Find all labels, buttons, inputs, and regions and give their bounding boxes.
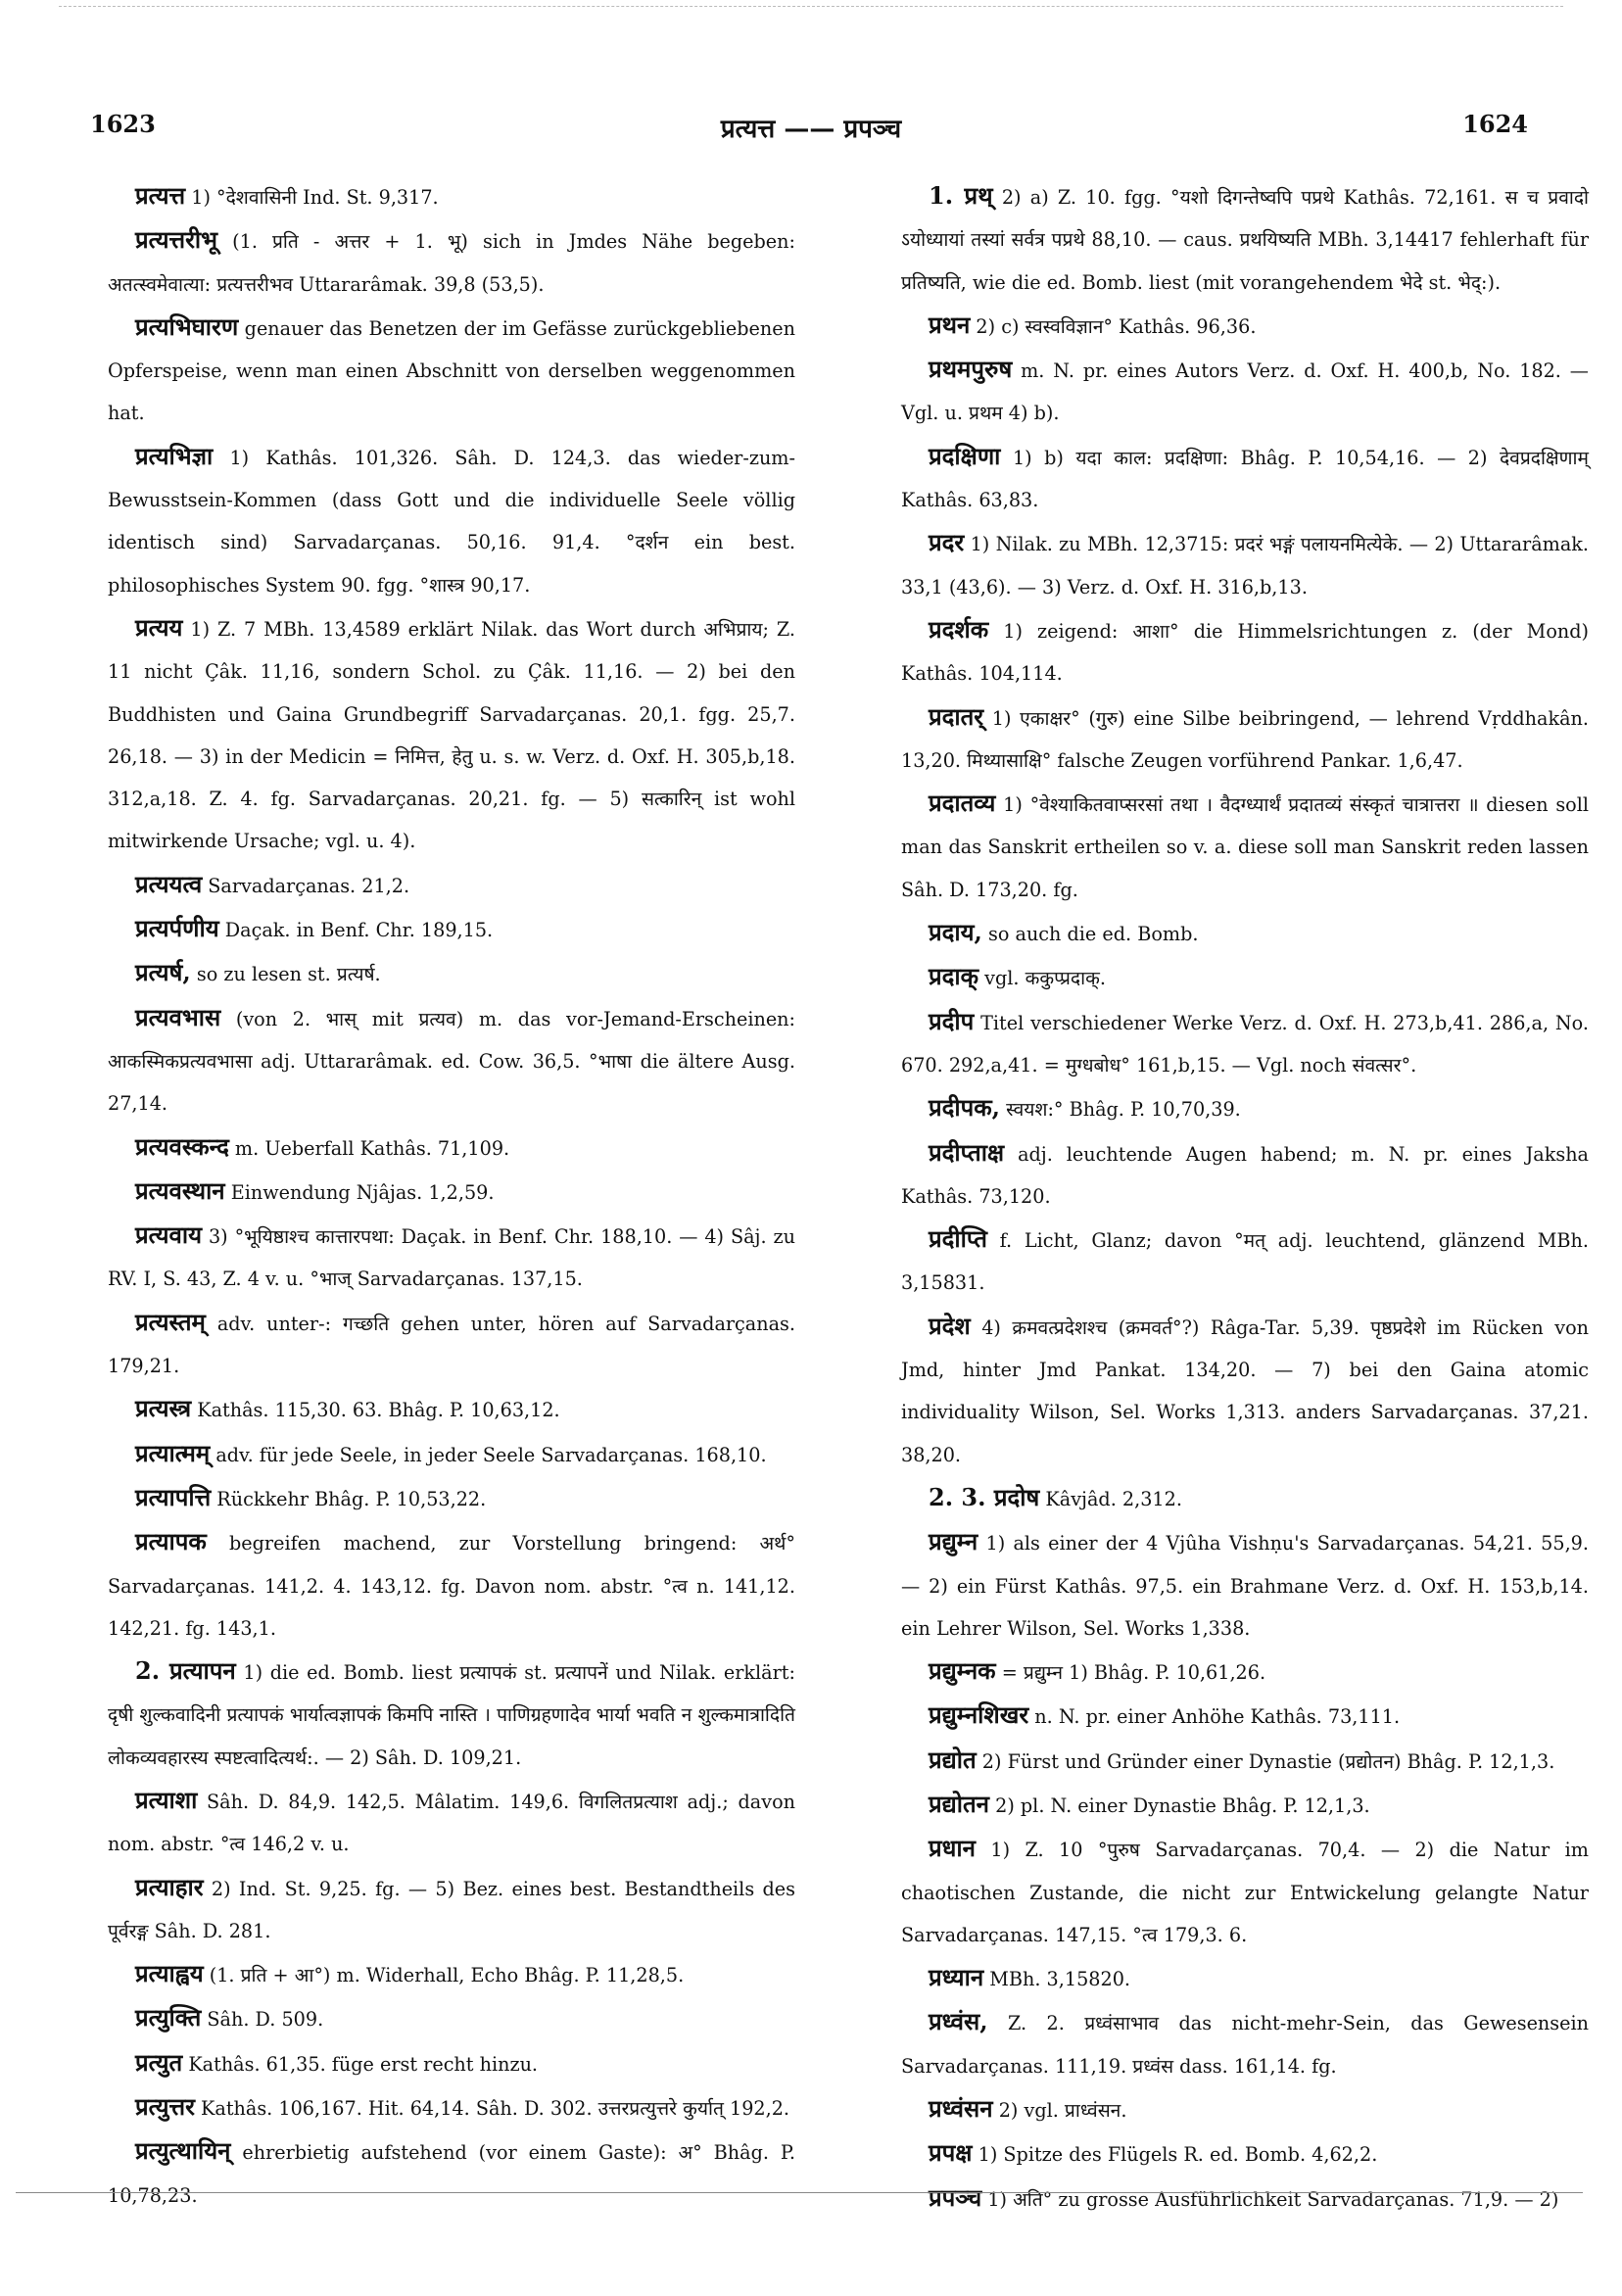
entry-text: Einwendung Njâjas. 1,2,59. <box>230 1180 495 1204</box>
dictionary-entry <box>108 218 795 306</box>
dictionary-entry <box>108 863 795 907</box>
entry-text: adj. leuchtende Augen habend; m. N. pr. eines Jaksha Kathâs. 73,120. <box>901 1142 1589 1208</box>
entry-headword: प्रध्वंसन <box>929 2094 993 2124</box>
entry-headword: प्रपञ्च <box>929 2182 982 2212</box>
dictionary-entry <box>108 1432 795 1476</box>
entry-text: 1) Z. 10 °पुरुष Sarvadarçanas. 70,4. — 2) die Natur im chaotischen Zustande, die nicht zur Entwickelung gelangte Natur Sarvadarçanas. 147,15. °त्व 179,3. 6. <box>901 1839 1589 1946</box>
entry-headword: प्रद्युम्नक <box>929 1656 996 1686</box>
entry-headword: 2. 3. प्रदोष <box>929 1482 1040 1511</box>
dictionary-entry <box>108 1125 795 1170</box>
entry-text: (1. प्रति - अत्तर + 1. भू) sich in Jmdes Nähe begeben: अतत्स्वमेवात्या: प्रत्यत्तरीभव Uttararâmak. 39,8 (53,5). <box>108 230 795 296</box>
entry-headword: प्रद्योतन <box>929 1789 989 1818</box>
dictionary-entry <box>108 1476 795 1520</box>
entry-text: f. Licht, Glanz; davon °मत् adj. leuchtend, glänzend MBh. 3,15831. <box>901 1229 1589 1295</box>
dictionary-entry <box>108 1520 795 1650</box>
entry-text: Kâvjâd. 2,312. <box>1045 1487 1182 1510</box>
dictionary-entry <box>901 955 1589 999</box>
bottom-rule <box>16 2192 1583 2193</box>
dictionary-entry <box>901 695 1589 783</box>
entry-text: genauer das Benetzen der im Gefässe zurückgebliebenen Opferspeise, wenn man einen Abschnitt von derselben weggenommen hat. <box>108 316 795 425</box>
entry-text: n. N. pr. einer Anhöhe Kathâs. 73,111. <box>1034 1705 1401 1729</box>
entry-text: Rückkehr Bhâg. P. 10,53,22. <box>216 1487 487 1510</box>
entry-text: adv. für jede Seele, in jeder Seele Sarvadarçanas. 168,10. <box>215 1443 767 1466</box>
entry-headword: प्रत्याहार <box>135 1872 204 1901</box>
dictionary-entry <box>901 1827 1589 1956</box>
entry-text: Kathâs. 61,35. füge erst recht hinzu. <box>188 2052 539 2076</box>
entry-headword: प्रत्याह्वय <box>135 1959 204 1988</box>
entry-headword: प्रधान <box>929 1834 976 1863</box>
dictionary-entry <box>108 996 795 1125</box>
entry-text: adv. unter-: गच्छति gehen unter, hören auf Sarvadarçanas. 179,21. <box>108 1312 795 1378</box>
dictionary-entry <box>901 348 1589 435</box>
entry-headword: प्रत्ययत्व <box>135 869 203 898</box>
dictionary-entry <box>108 2129 795 2217</box>
dictionary-entry <box>901 911 1589 955</box>
running-head: प्रत्यत्त —— प्रपञ्च <box>720 115 902 144</box>
entry-headword: प्रत्युक्ति <box>135 2003 202 2033</box>
entry-text: 1) b) यदा काल: प्रदक्षिणा: Bhâg. P. 10,54,16. — 2) देवप्रदक्षिणाम् Kathâs. 63,83. <box>901 446 1590 512</box>
entry-headword: प्रत्यभिघारण <box>135 311 239 341</box>
dictionary-entry <box>108 1866 795 1953</box>
entry-headword: प्रदक्षिणा <box>929 441 1001 470</box>
entry-headword: प्रत्यवाय <box>135 1220 203 1250</box>
entry-headword: प्रद्योत <box>929 1745 977 1774</box>
entry-text: 1) Z. 7 MBh. 13,4589 erklärt Nilak. das Wort durch अभिप्राय; Z. 11 nicht Çâk. 11,16, sondern Schol. zu Çâk. 11,16. — 2) bei den Buddhisten und Gaina Grundbegriff Sarvadarçanas. 20,1. fgg. 25,7. 26,18. — 3) in der Medicin = निमित्त, हेतु u. s. w. Verz. d. Oxf. H. 305,b,18. 312,a,18. Z. 4. fg. Sarvadarçanas. 20,21. fg. — 5) सत्कारिन् ist wohl mitwirkende Ursache; vgl. u. 4). <box>108 617 795 853</box>
dictionary-entry <box>108 435 795 606</box>
entry-text: so auch die ed. Bomb. <box>988 923 1199 946</box>
entry-text: Sarvadarçanas. 21,2. <box>208 874 410 897</box>
entry-headword: प्रत्युत्थायिन् <box>135 2136 231 2166</box>
dictionary-entry <box>901 1476 1589 1520</box>
entry-headword: प्रदाक् <box>929 962 979 991</box>
entry-text: 3) °भूयिष्ठाश्च कात्तारपथा: Daçak. in Benf. Chr. 188,10. — 4) Sâj. zu RV. I, S. 43, Z. 4 v. u. °भाज् Sarvadarçanas. 137,15. <box>108 1225 795 1291</box>
entry-headword: प्रत्याशा <box>135 1785 198 1814</box>
page-header <box>0 110 1622 149</box>
entry-headword: प्रथमपुरुष <box>929 355 1013 384</box>
entry-headword: 1. प्रथ् <box>929 181 993 210</box>
dictionary-entry <box>108 1214 795 1301</box>
entry-headword: 2. प्रत्यापन <box>135 1656 236 1686</box>
entry-text: = प्रद्युम्न 1) Bhâg. P. 10,61,26. <box>1001 1661 1266 1685</box>
dictionary-entry <box>901 1956 1589 2000</box>
entry-text: 1) °वेश्याकितवाप्सरसां तथा । वैदग्ध्यार्थं प्रदातव्यं संस्कृतं चात्रात्तरा ॥ diesen soll man das Sanskrit ertheilen so v. a. diese soll man Sanskrit reden lassen Sâh. D. 173,20. fg. <box>901 793 1590 901</box>
dictionary-entry <box>901 2087 1589 2131</box>
dictionary-entry <box>901 1694 1589 1738</box>
entry-headword: प्रदीपक, <box>929 1093 1001 1123</box>
right-column <box>901 174 1589 2221</box>
entry-headword: प्रदीप्ति <box>929 1224 987 1254</box>
dictionary-entry <box>901 1131 1589 1219</box>
entry-headword: प्रत्यर्पणीय <box>135 914 219 943</box>
entry-headword: प्रत्यवस्कन्द <box>135 1131 229 1161</box>
entry-text: vgl. ककुप्प्रदाक्. <box>984 967 1106 990</box>
dictionary-entry <box>901 435 1589 522</box>
entry-text: Z. 2. प्रध्वंसाभाव das nicht-mehr-Sein, das Gewesensein Sarvadarçanas. 111,19. प्रध्वंस dass. 161,14. fg. <box>901 2012 1589 2078</box>
dictionary-entry <box>108 1779 795 1866</box>
entry-headword: प्रत्यत्तरीभू <box>135 225 218 255</box>
entry-text: 2) a) Z. 10. fgg. °यशो दिगन्तेष्वपि पप्रथे Kathâs. 72,161. स च प्रवादो ऽयोध्यायां तस्यां सर्वत्र पप्रथे 88,10. — caus. प्रथयिष्यति MBh. 3,14417 fehlerhaft für प्रतिष्यति, wie die ed. Bomb. liest (mit vorangehendem भेदे st. भेद्:). <box>901 186 1589 294</box>
entry-text: 1) die ed. Bomb. liest प्रत्यापकं st. प्रत्यापनें und Nilak. erklärt: दृषी शुल्कवादिनी प्रत्यापकं भार्यात्वज्ञापकं किमपि नास्ति । पाणिग्रहणादेव भार्या भवति न शुल्कमात्रादिति लोकव्यवहारस्य स्पष्टत्वादित्यर्थ:. — 2) Sâh. D. 109,21. <box>108 1661 795 1769</box>
entry-text: 2) c) स्वस्वविज्ञान° Kathâs. 96,36. <box>976 314 1257 338</box>
entry-text: 4) क्रमवत्प्रदेशश्च (क्रमवर्त°?) Râga-Tar. 5,39. पृष्ठप्रदेशे im Rücken von Jmd, hinter Jmd Pankat. 134,20. — 7) bei den Gaina atomic individuality Wilson, Sel. Works 1,313. anders Sarvadarçanas. 37,21. 38,20. <box>901 1315 1589 1466</box>
entry-headword: प्रदर्शक <box>929 614 989 644</box>
entry-text: Sâh. D. 84,9. 142,5. Mâlatim. 149,6. विगलितप्रत्याश adj.; davon nom. abstr. °त्व 146,2 v. u. <box>108 1790 795 1856</box>
top-border <box>59 6 1563 7</box>
entry-headword: प्रद्युम्न <box>929 1527 978 1556</box>
entry-headword: प्रदातर् <box>929 701 984 731</box>
entry-text: 1) als einer der 4 Vjûha Vishṇu's Sarvadarçanas. 54,21. 55,9. — 2) ein Fürst Kathâs. 97,5. ein Brahmane Verz. d. Oxf. H. 153,b,14. ein Lehrer Wilson, Sel. Works 1,338. <box>901 1532 1589 1640</box>
entry-text: m. N. pr. eines Autors Verz. d. Oxf. H. 400,b, No. 182. — Vgl. u. प्रथम 4) b). <box>901 359 1589 425</box>
entry-text: 1) °देशवासिनी Ind. St. 9,317. <box>191 186 439 209</box>
entry-text: ehrerbietig aufstehend (vor einem Gaste): अ° Bhâg. P. 10,78,23. <box>108 2141 795 2207</box>
entry-text: 2) Ind. St. 9,25. fg. — 5) Bez. eines best. Bestandtheils des पूर्वरङ्ग Sâh. D. 281. <box>108 1877 795 1942</box>
entry-headword: प्रध्यान <box>929 1963 984 1992</box>
entry-text: 1) zeigend: आशा° die Himmelsrichtungen z. (der Mond) Kathâs. 104,114. <box>901 619 1589 686</box>
entry-text: 2) vgl. प्राध्वंसन. <box>998 2099 1127 2123</box>
entry-headword: प्रद्युम्नशिखर <box>929 1700 1029 1730</box>
entry-headword: प्रत्यवस्थान <box>135 1175 225 1205</box>
page-number-right: 1624 <box>1462 110 1528 138</box>
entry-headword: प्रत्युत्तर <box>135 2092 195 2122</box>
entry-text: 1) Nilak. zu MBh. 12,3715: प्रदरं भङ्गं पलायनमित्येके. — 2) Uttararâmak. 33,1 (43,6). — 3) Verz. d. Oxf. H. 316,b,13. <box>901 533 1589 598</box>
dictionary-entry <box>901 1305 1589 1476</box>
entry-headword: प्रत्यत्त <box>135 181 186 210</box>
dictionary-entry <box>901 782 1589 911</box>
entry-text: Kathâs. 106,167. Hit. 64,14. Sâh. D. 302. उत्तरप्रत्युत्तरे कुर्यात् 192,2. <box>201 2097 790 2121</box>
dictionary-entry <box>901 2176 1589 2221</box>
entry-text: (von 2. भास् mit प्रत्यव) m. das vor-Jemand-Erscheinen: आकस्मिकप्रत्यवभासा adj. Uttararâmak. ed. Cow. 36,5. °भाषा die ältere Ausg. 27,14. <box>108 1007 795 1116</box>
dictionary-entry <box>901 2131 1589 2176</box>
entry-text: 1) अति° zu grosse Ausführlichkeit Sarvadarçanas. 71,9. — 2) <box>987 2187 1559 2211</box>
entry-text: so zu lesen st. प्रत्यर्ष. <box>196 963 381 986</box>
entry-headword: प्रदीप <box>929 1006 975 1035</box>
left-column <box>108 174 795 2217</box>
dictionary-entry <box>108 1387 795 1431</box>
entry-headword: प्रदीप्ताक्ष <box>929 1137 1005 1167</box>
entry-headword: प्रदर <box>929 528 965 557</box>
dictionary-entry <box>901 608 1589 695</box>
dictionary-entry <box>108 174 795 218</box>
dictionary-entry <box>901 1520 1589 1650</box>
entry-headword: प्रध्वंस, <box>929 2007 988 2036</box>
entry-headword: प्रत्युत <box>135 2047 183 2077</box>
entry-text: (1. प्रति + आ°) m. Widerhall, Echo Bhâg. P. 11,28,5. <box>209 1964 685 1987</box>
dictionary-entry <box>901 304 1589 348</box>
entry-text: 1) एकाक्षर° (गुरु) eine Silbe beibringend, — lehrend Vṛddhakân. 13,20. मिथ्यासाक्षि° falsche Zeugen vorführend Pankar. 1,6,47. <box>901 706 1589 772</box>
entry-text: 2) Fürst und Gründer einer Dynastie (प्रद्योतन) Bhâg. P. 12,1,3. <box>981 1749 1555 1773</box>
dictionary-entry <box>108 1952 795 1996</box>
dictionary-entry <box>901 1218 1589 1305</box>
entry-headword: प्रत्यस्तम् <box>135 1307 206 1336</box>
entry-headword: प्रत्यात्मम् <box>135 1438 211 1467</box>
dictionary-entry <box>901 1739 1589 1783</box>
entry-text: MBh. 3,15820. <box>989 1968 1130 1991</box>
page-number-left: 1623 <box>90 110 156 138</box>
entry-text: Titel verschiedener Werke Verz. d. Oxf. H. 273,b,41. 286,a, No. 670. 292,a,41. = मुग्धबोध° 161,b,15. — Vgl. noch संवत्सर°. <box>901 1011 1589 1076</box>
dictionary-entry <box>108 1650 795 1779</box>
dictionary-entry <box>901 1650 1589 1694</box>
dictionary-entry <box>901 174 1589 304</box>
entry-headword: प्रत्यर्ष, <box>135 958 191 987</box>
entry-headword: प्रत्यापत्ति <box>135 1482 212 1511</box>
dictionary-entry <box>108 1170 795 1214</box>
entry-headword: प्रत्यवभास <box>135 1002 221 1031</box>
dictionary-entry <box>901 1000 1589 1087</box>
entry-headword: प्रदातव्य <box>929 789 996 818</box>
dictionary-entry <box>108 2041 795 2085</box>
entry-headword: प्रपक्ष <box>929 2138 973 2168</box>
dictionary-entry <box>108 1301 795 1388</box>
entry-headword: प्रत्यस्त्र <box>135 1394 192 1423</box>
entry-headword: प्रत्यापक <box>135 1527 207 1556</box>
dictionary-entry <box>901 2000 1589 2087</box>
dictionary-entry <box>901 1783 1589 1827</box>
dictionary-entry <box>108 306 795 435</box>
entry-text: begreifen machend, zur Vorstellung bringend: अर्थ° Sarvadarçanas. 141,2. 4. 143,12. fg. Davon nom. abstr. °त्व n. 141,12. 142,21. fg. 143,1. <box>108 1532 795 1640</box>
entry-text: m. Ueberfall Kathâs. 71,109. <box>234 1136 510 1160</box>
entry-text: Sâh. D. 509. <box>207 2008 324 2032</box>
dictionary-entry <box>108 2085 795 2129</box>
entry-text: Kathâs. 115,30. 63. Bhâg. P. 10,63,12. <box>197 1399 560 1422</box>
dictionary-entry <box>901 1086 1589 1130</box>
entry-text: Daçak. in Benf. Chr. 189,15. <box>224 919 494 942</box>
entry-headword: प्रदाय, <box>929 918 982 947</box>
dictionary-entry <box>108 907 795 951</box>
entry-headword: प्रदेश <box>929 1311 971 1340</box>
entry-text: 1) Kathâs. 101,326. Sâh. D. 124,3. das wieder-zum-Bewusstsein-Kommen (dass Gott und die individuelle Seele völlig identisch sind) Sarvadarçanas. 50,16. 91,4. °दर्शन ein best. philosophisches System 90. fgg. °शास्त्र 90,17. <box>108 446 795 597</box>
entry-headword: प्रत्यभिज्ञा <box>135 441 214 470</box>
entry-text: 2) pl. N. einer Dynastie Bhâg. P. 12,1,3. <box>995 1794 1370 1817</box>
entry-text: 1) Spitze des Flügels R. ed. Bomb. 4,62,2. <box>978 2143 1378 2167</box>
dictionary-entry <box>108 606 795 863</box>
dictionary-entry <box>108 951 795 995</box>
dictionary-entry <box>108 1996 795 2040</box>
entry-text: स्वयश:° Bhâg. P. 10,70,39. <box>1006 1098 1241 1122</box>
entry-headword: प्रत्यय <box>135 612 183 642</box>
entry-headword: प्रथन <box>929 310 971 339</box>
dictionary-entry <box>901 521 1589 608</box>
